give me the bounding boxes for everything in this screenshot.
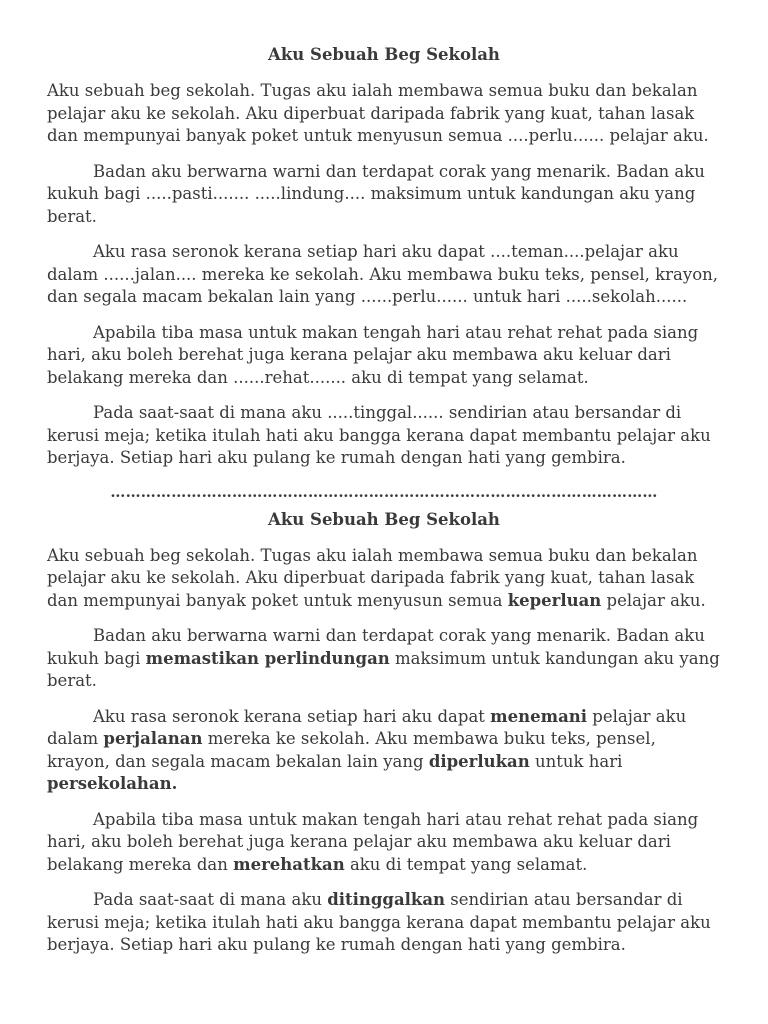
text-run: pelajar aku dalam: [47, 706, 687, 748]
text-run: maksimum untuk kandungan aku yang berat.: [47, 648, 720, 690]
text-run: Badan aku berwarna warni dan terdapat corak yang menarik. Badan aku kukuh bagi .....pasti....... .....lindung.... maksimum untuk kandungan aku yang berat.: [47, 161, 705, 226]
text-run: Apabila tiba masa untuk makan tengah hari atau rehat rehat pada siang hari, aku boleh berehat juga kerana pelajar aku membawa aku keluar dari belakang mereka dan: [47, 809, 699, 874]
exercise-paragraph-3: [47, 241, 721, 309]
text-run: Apabila tiba masa untuk makan tengah hari atau rehat rehat pada siang hari, aku boleh berehat juga kerana pelajar aku membawa aku keluar dari belakang mereka dan ......rehat....... aku di tempat yang selamat.: [47, 322, 699, 387]
exercise-paragraph-5: [47, 402, 721, 470]
exercise-paragraph-1: [47, 80, 721, 148]
text-run: mereka ke sekolah. Aku membawa buku teks, pensel, krayon, dan segala macam bekalan lain yang: [47, 729, 656, 771]
exercise-paragraph-2: [47, 161, 721, 229]
answer-word: ditinggalkan: [327, 890, 446, 909]
answer-paragraph-4: [47, 809, 721, 877]
answer-paragraph-2: [47, 625, 721, 693]
exercise-paragraph-4: [47, 322, 721, 390]
answer-word: perjalanan: [103, 729, 203, 748]
answer-word: persekolahan.: [47, 774, 178, 793]
answer-word: menemani: [490, 706, 588, 726]
answer-word: memastikan perlindungan: [145, 648, 390, 668]
answer-title: Aku Sebuah Beg Sekolah: [268, 509, 500, 529]
dotted-divider: ………………………………………………………………………………………………: [110, 482, 658, 501]
text-run: Pada saat-saat di mana aku .....tinggal...... sendirian atau bersandar di kerusi meja; ketika itulah hati aku bangga kerana dapat membantu pelajar aku berjaya. Setiap hari aku pulang ke rumah dengan hati yang gembira.: [47, 403, 711, 467]
text-run: sendirian atau bersandar di kerusi meja; ketika itulah hati aku bangga kerana dapat membantu pelajar aku berjaya. Setiap hari aku pulang ke rumah dengan hati yang gembira.: [47, 890, 711, 954]
answer-section: [47, 509, 721, 957]
text-run: untuk hari: [529, 751, 623, 771]
answer-paragraph-1: [47, 545, 721, 613]
text-run: Aku rasa seronok kerana setiap hari aku dapat ....teman....pelajar aku dalam ......jalan.... mereka ke sekolah. Aku membawa buku teks, pensel, krayon, dan segala macam bekalan lain yang ......perlu...... untuk hari .....sekolah......: [47, 242, 718, 306]
text-run: Badan aku berwarna warni dan terdapat corak yang menarik. Badan aku kukuh bagi: [47, 626, 705, 668]
text-run: aku di tempat yang selamat.: [344, 854, 588, 874]
answer-word: keperluan: [507, 590, 602, 610]
text-run: Aku sebuah beg sekolah. Tugas aku ialah membawa semua buku dan bekalan pelajar aku ke sekolah. Aku diperbuat daripada fabrik yang kuat, tahan lasak dan mempunyai banyak poket untuk menyusun semua ....perlu...... pelajar aku.: [47, 81, 709, 145]
text-run: Pada saat-saat di mana aku: [93, 890, 328, 909]
text-run: Aku rasa seronok kerana setiap hari aku dapat: [93, 706, 491, 726]
answer-word: merehatkan: [233, 854, 345, 874]
text-run: pelajar aku.: [601, 590, 706, 610]
answer-paragraph-5: [47, 889, 721, 957]
exercise-title: Aku Sebuah Beg Sekolah: [268, 45, 500, 64]
exercise-section: [47, 44, 721, 470]
text-run: Aku sebuah beg sekolah. Tugas aku ialah membawa semua buku dan bekalan pelajar aku ke sekolah. Aku diperbuat daripada fabrik yang kuat, tahan lasak dan mempunyai banyak poket untuk menyusun semua: [47, 545, 698, 610]
answer-word: diperlukan: [428, 751, 530, 771]
answer-paragraph-3: [47, 706, 721, 796]
